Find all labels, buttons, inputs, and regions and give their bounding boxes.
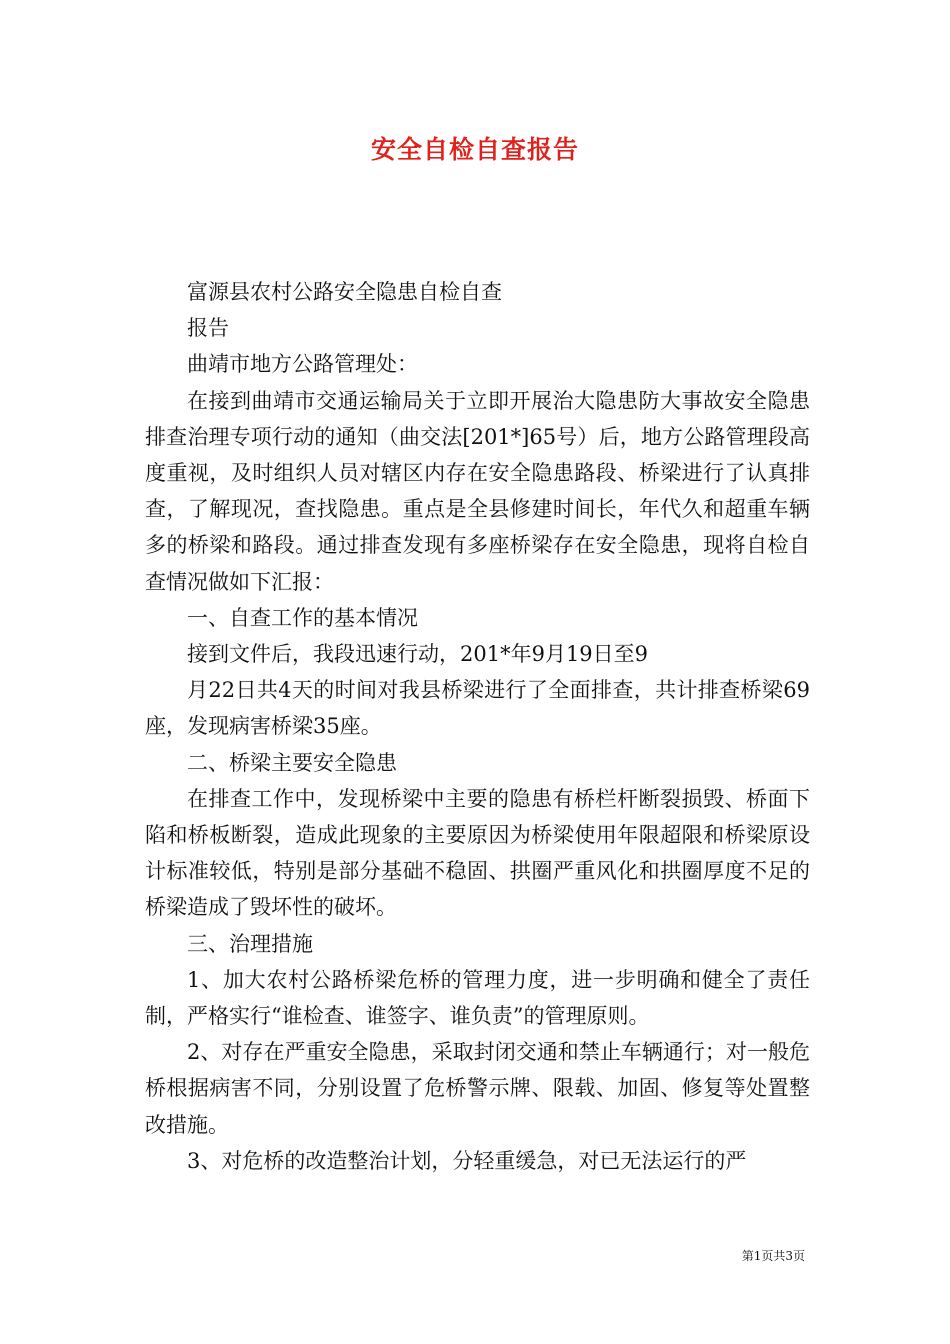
paragraph: 1、加大农村公路桥梁危桥的管理力度，进一步明确和健全了责任制，严格实行“谁检查、谁签字、谁负责”的管理原则。 [145,967,810,1029]
section-heading: 二、桥梁主要安全隐患 [187,750,397,775]
document-body [145,274,810,1179]
section-heading: 三、治理措施 [187,931,313,956]
paragraph: 报告 [187,316,229,341]
paragraph: 2、对存在严重安全隐患，采取封闭交通和禁止车辆通行；对一般危桥根据病害不同，分别设置了危桥警示牌、限载、加固、修复等处置整改措施。 [145,1040,810,1137]
paragraph: 在接到曲靖市交通运输局关于立即开展治大隐患防大事故安全隐患排查治理专项行动的通知（曲交法[201*]65号）后，地方公路管理段高度重视，及时组织人员对辖区内存在安全隐患路段、桥梁进行了认真排查，了解现况，查找隐患。重点是全县修建时间长，年代久和超重车辆多的桥梁和路段。通过排查发现有多座桥梁存在安全隐患，现将自检自查情况做如下汇报： [145,388,810,594]
paragraph: 曲靖市地方公路管理处： [187,352,418,377]
paragraph: 3、对危桥的改造整治计划，分轻重缓急，对已无法运行的严 [187,1148,747,1173]
page-number: 第1页共3页 [741,1249,805,1263]
document-title: 安全自检自查报告 [370,135,579,164]
paragraph: 富源县农村公路安全隐患自检自查 [187,280,502,304]
paragraph: 接到文件后，我段迅速行动，201*年9月19日至9 [187,642,649,667]
paragraph: 月22日共4天的时间对我县桥梁进行了全面排查，共计排查桥梁69座，发现病害桥梁35座。 [145,678,810,739]
section-heading: 一、自查工作的基本情况 [187,605,418,630]
paragraph: 在排查工作中，发现桥梁中主要的隐患有桥栏杆断裂损毁、桥面下陷和桥板断裂，造成此现象的主要原因为桥梁使用年限超限和桥梁原设计标准较低，特别是部分基础不稳固、拱圈严重风化和拱圈厚度不足的桥梁造成了毁坏性的破坏。 [145,786,810,920]
